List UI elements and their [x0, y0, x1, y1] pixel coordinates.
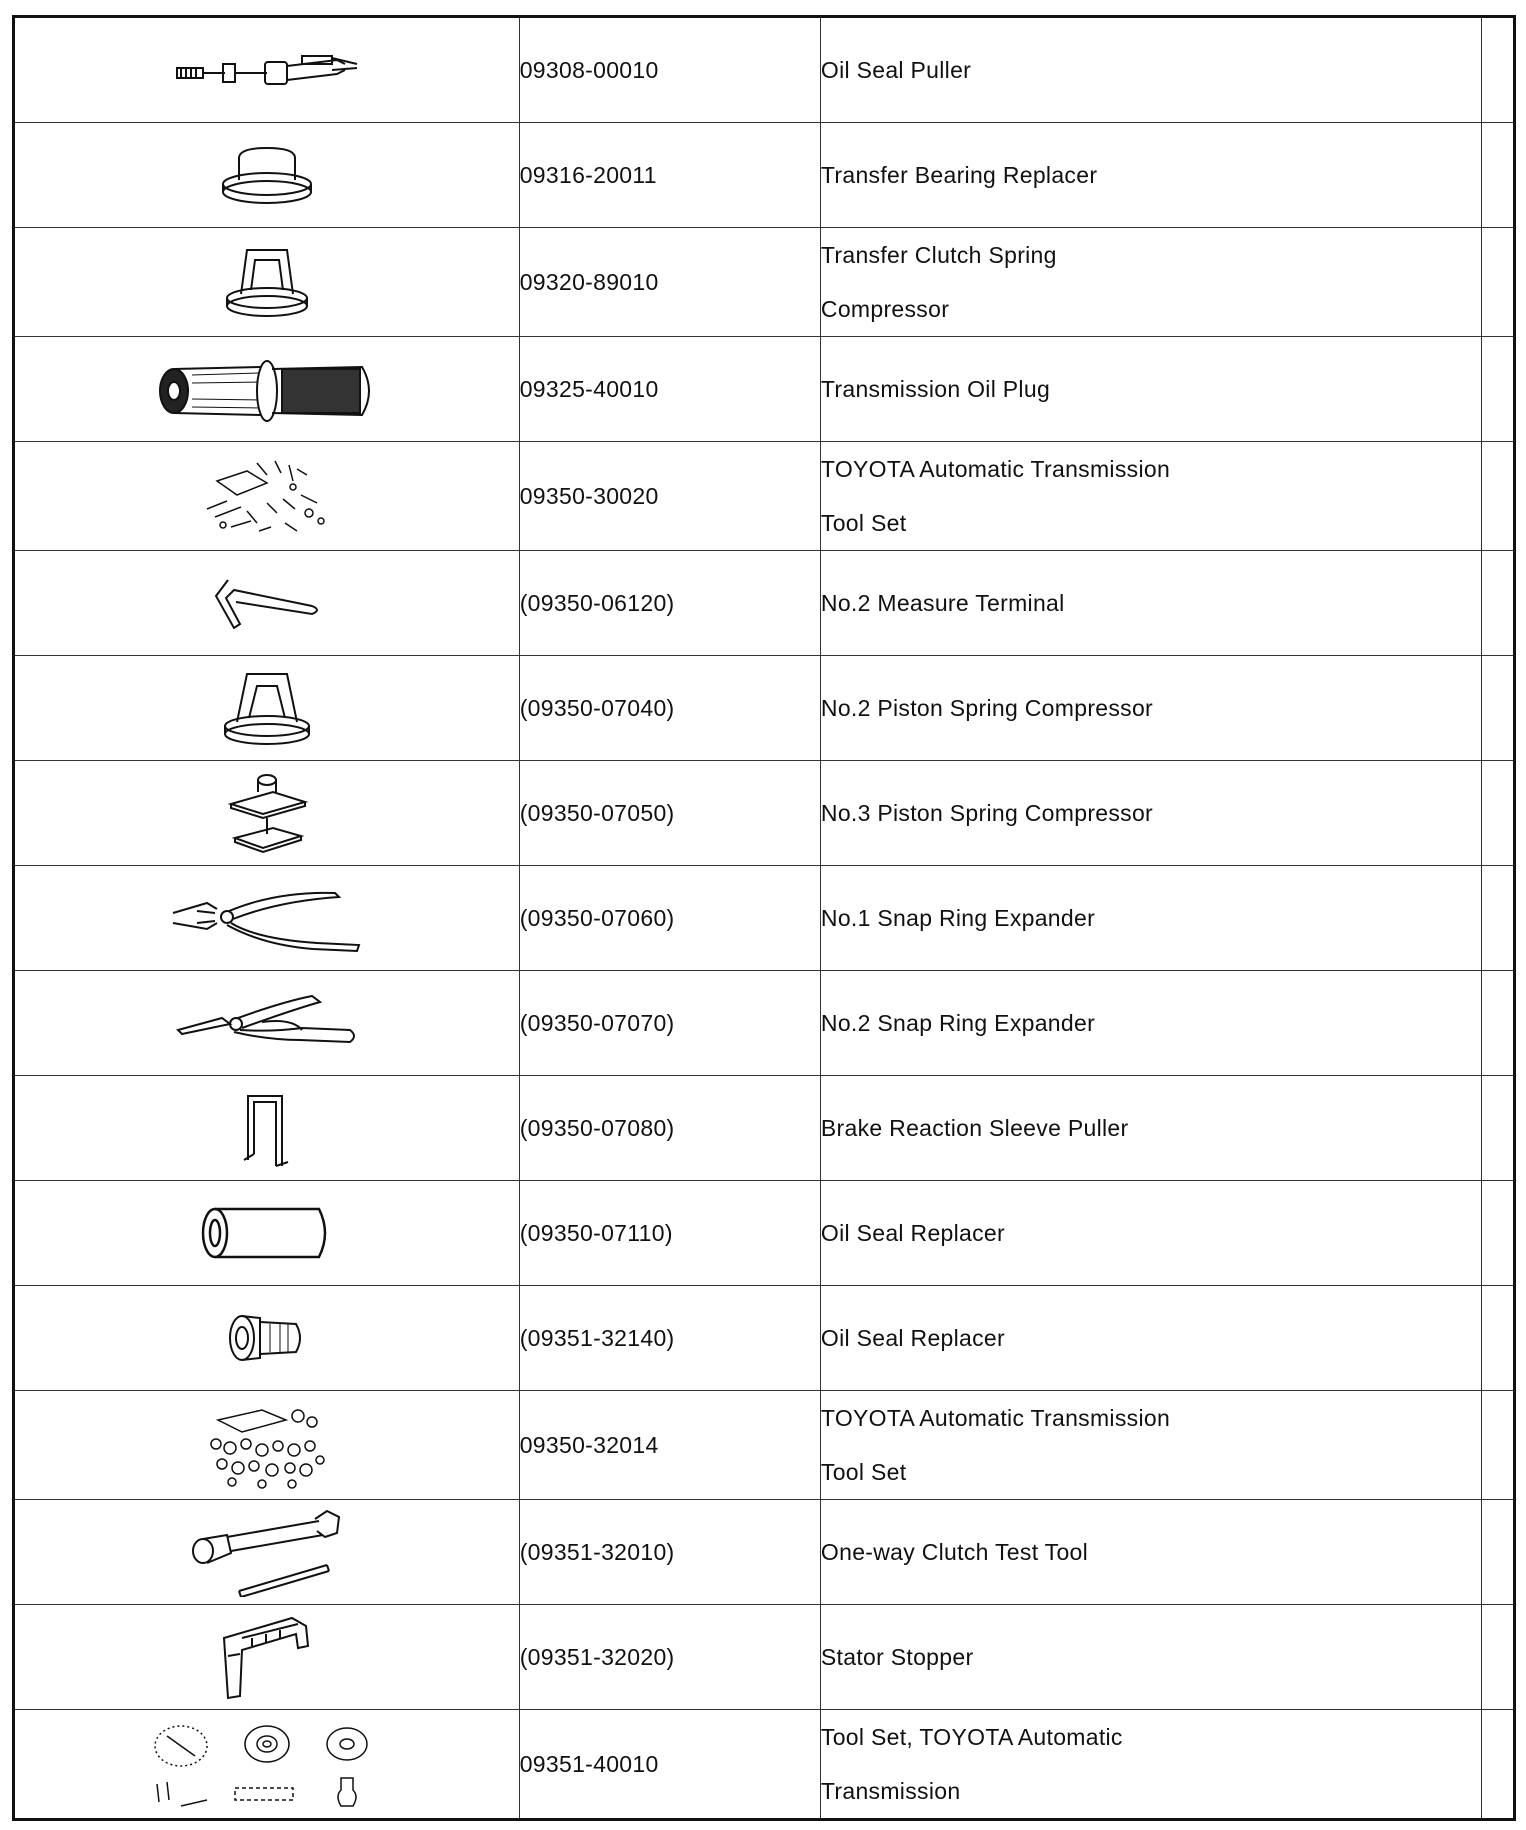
blank-cell: [1481, 1286, 1514, 1391]
part-number: (09351-32010): [519, 1500, 820, 1605]
part-number: 09350-30020: [519, 442, 820, 551]
tool-image-cell: [14, 1181, 520, 1286]
tool-name: Oil Seal Puller: [820, 17, 1481, 123]
table-row: [14, 1605, 1515, 1710]
part-number: 09325-40010: [519, 337, 820, 442]
tool-name: Tool Set, TOYOTA Automatic Transmission: [820, 1710, 1481, 1820]
table-row: [14, 971, 1515, 1076]
blank-cell: [1481, 228, 1514, 337]
tool-image-cell: [14, 971, 520, 1076]
tool-image-cell: [14, 17, 520, 123]
tool-name: TOYOTA Automatic Transmission Tool Set: [820, 1391, 1481, 1500]
table-row: [14, 1500, 1515, 1605]
tool-image-cell: [14, 656, 520, 761]
tool-name: Transmission Oil Plug: [820, 337, 1481, 442]
part-number: (09350-07060): [519, 866, 820, 971]
table-row: [14, 337, 1515, 442]
spring-compressor-icon: [217, 242, 317, 322]
blank-cell: [1481, 442, 1514, 551]
blank-cell: [1481, 1181, 1514, 1286]
oil-seal-puller-icon: [167, 40, 367, 100]
part-number: 09308-00010: [519, 17, 820, 123]
tool-name: Transfer Clutch Spring Compressor: [820, 228, 1481, 337]
part-number: (09350-07080): [519, 1076, 820, 1181]
part-number: (09350-07110): [519, 1181, 820, 1286]
tool-image-cell: [14, 1500, 520, 1605]
bearing-replacer-icon: [212, 140, 322, 210]
blank-cell: [1481, 337, 1514, 442]
part-number: (09351-32140): [519, 1286, 820, 1391]
tool-kit-icon: [147, 1716, 387, 1812]
tool-image-cell: [14, 866, 520, 971]
tool-name: Oil Seal Replacer: [820, 1286, 1481, 1391]
table-row: [14, 1391, 1515, 1500]
table-row: [14, 1286, 1515, 1391]
tool-name: Oil Seal Replacer: [820, 1181, 1481, 1286]
special-tools-table: [12, 15, 1516, 1821]
measure-terminal-icon: [202, 568, 332, 638]
tool-set-icon: [197, 451, 337, 541]
part-number: 09350-32014: [519, 1391, 820, 1500]
tool-name: TOYOTA Automatic Transmission Tool Set: [820, 442, 1481, 551]
stator-stopper-icon: [212, 1612, 322, 1702]
tool-image-cell: [14, 1710, 520, 1820]
tool-image-cell: [14, 337, 520, 442]
oil-plug-icon: [152, 349, 382, 429]
sleeve-puller-icon: [232, 1086, 302, 1170]
table-row: [14, 551, 1515, 656]
table-row: [14, 1710, 1515, 1820]
blank-cell: [1481, 1500, 1514, 1605]
table-row: [14, 1181, 1515, 1286]
blank-cell: [1481, 866, 1514, 971]
tool-image-cell: [14, 123, 520, 228]
snap-ring-expander-icon: [167, 883, 367, 953]
part-number: 09320-89010: [519, 228, 820, 337]
blank-cell: [1481, 17, 1514, 123]
part-number: (09350-07040): [519, 656, 820, 761]
tool-image-cell: [14, 1605, 520, 1710]
tool-name: No.2 Snap Ring Expander: [820, 971, 1481, 1076]
tool-name: No.2 Piston Spring Compressor: [820, 656, 1481, 761]
tube-replacer-icon: [197, 1203, 337, 1263]
part-number: 09351-40010: [519, 1710, 820, 1820]
tool-name: No.2 Measure Terminal: [820, 551, 1481, 656]
clutch-test-tool-icon: [187, 1507, 347, 1597]
table-row: [14, 656, 1515, 761]
part-number: (09350-06120): [519, 551, 820, 656]
blank-cell: [1481, 1605, 1514, 1710]
piston-spring-compressor-icon: [217, 666, 317, 750]
tool-image-cell: [14, 1286, 520, 1391]
tool-name: No.3 Piston Spring Compressor: [820, 761, 1481, 866]
table-row: [14, 17, 1515, 123]
blank-cell: [1481, 1391, 1514, 1500]
short-replacer-icon: [222, 1308, 312, 1368]
tool-name: Stator Stopper: [820, 1605, 1481, 1710]
tool-image-cell: [14, 551, 520, 656]
snap-ring-pliers-icon: [172, 988, 362, 1058]
tool-set-large-icon: [202, 1400, 332, 1490]
tool-image-cell: [14, 1391, 520, 1500]
table-row: [14, 442, 1515, 551]
tool-name: Transfer Bearing Replacer: [820, 123, 1481, 228]
part-number: 09316-20011: [519, 123, 820, 228]
tool-name: No.1 Snap Ring Expander: [820, 866, 1481, 971]
part-number: (09350-07050): [519, 761, 820, 866]
table-row: [14, 866, 1515, 971]
blank-cell: [1481, 971, 1514, 1076]
table-row: [14, 1076, 1515, 1181]
table-row: [14, 228, 1515, 337]
blank-cell: [1481, 656, 1514, 761]
blank-cell: [1481, 1710, 1514, 1820]
tool-name: Brake Reaction Sleeve Puller: [820, 1076, 1481, 1181]
table-row: [14, 761, 1515, 866]
blank-cell: [1481, 1076, 1514, 1181]
tool-image-cell: [14, 1076, 520, 1181]
tool-image-cell: [14, 761, 520, 866]
blank-cell: [1481, 123, 1514, 228]
tool-name: One-way Clutch Test Tool: [820, 1500, 1481, 1605]
tool-image-cell: [14, 228, 520, 337]
part-number: (09350-07070): [519, 971, 820, 1076]
plate-compressor-icon: [217, 768, 317, 858]
tool-image-cell: [14, 442, 520, 551]
blank-cell: [1481, 761, 1514, 866]
blank-cell: [1481, 551, 1514, 656]
table-row: [14, 123, 1515, 228]
part-number: (09351-32020): [519, 1605, 820, 1710]
